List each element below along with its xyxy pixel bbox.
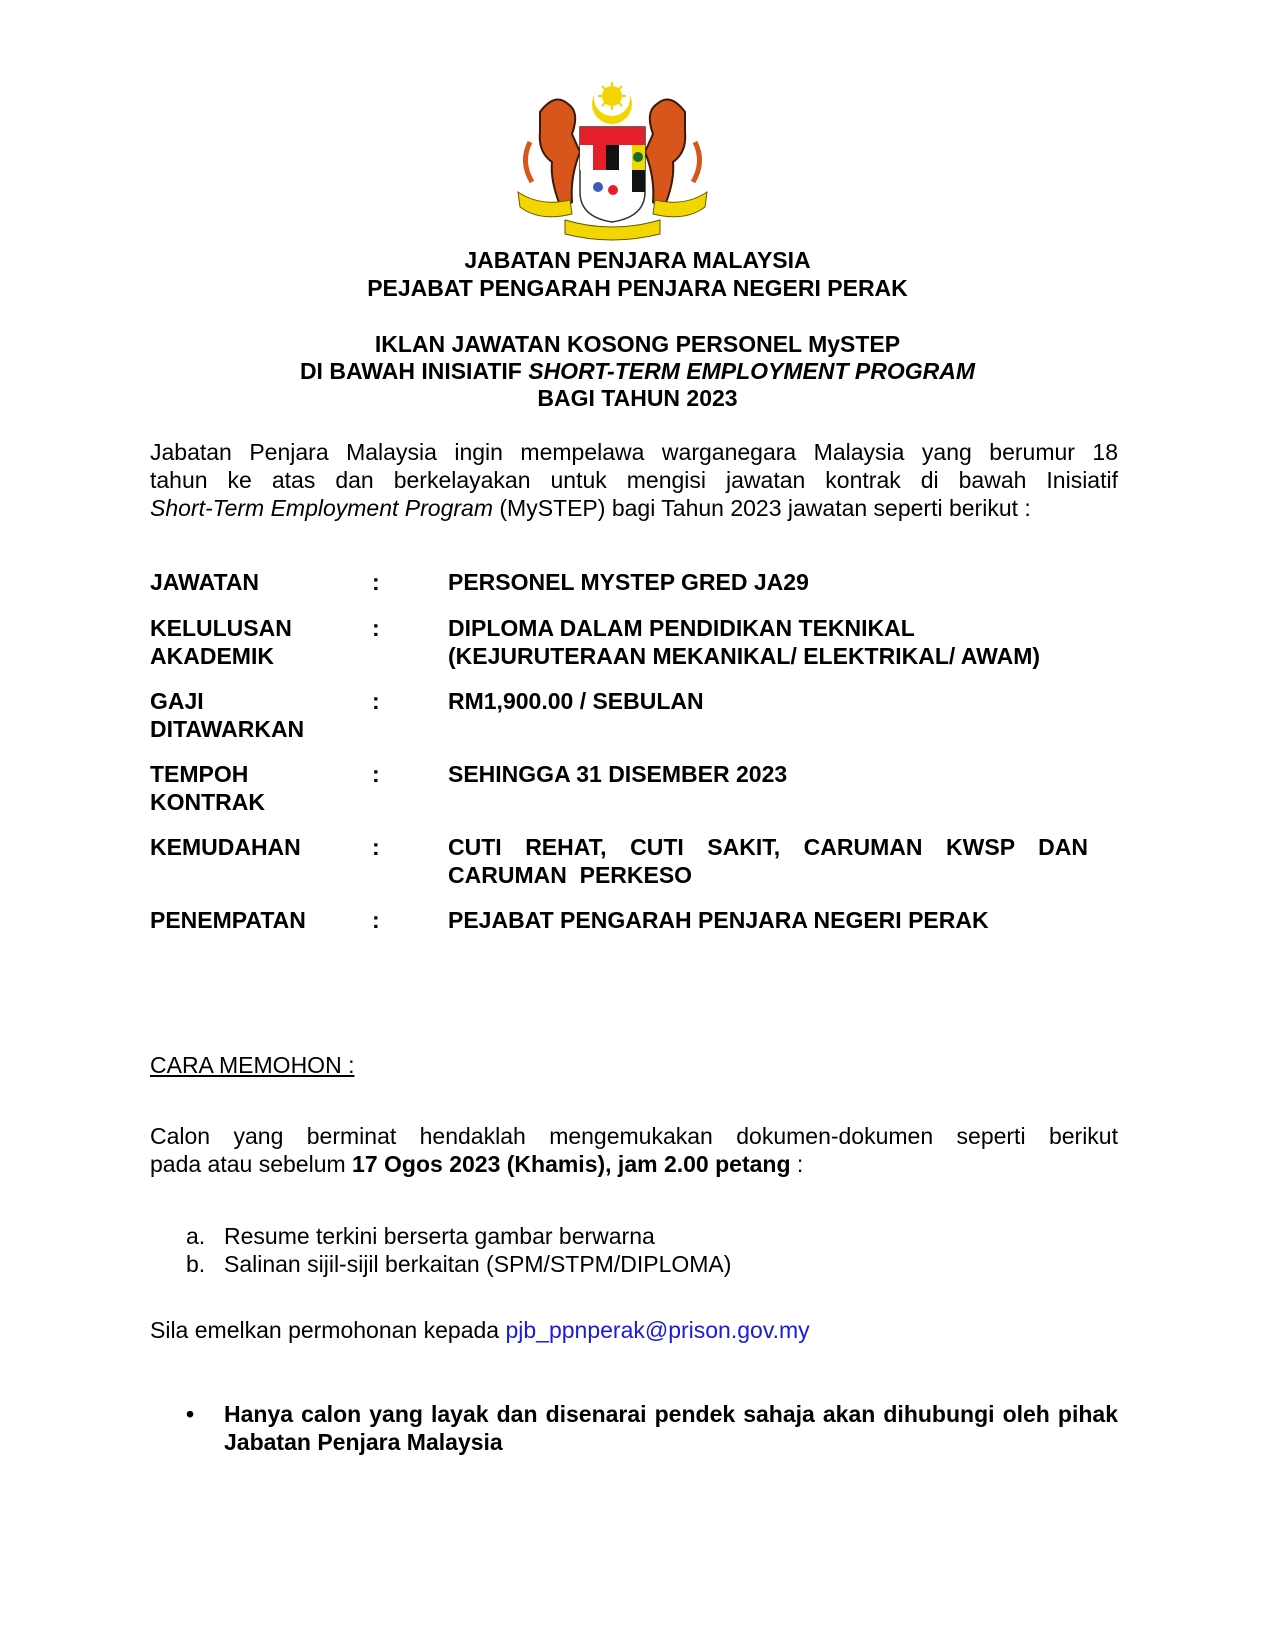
office-name: PEJABAT PENGARAH PENJARA NEGERI PERAK xyxy=(367,275,908,301)
detail-value-line-1: CUTI REHAT, CUTI SAKIT, CARUMAN KWSP DAN xyxy=(448,834,1088,860)
detail-label-line-2: AKADEMIK xyxy=(150,643,274,669)
deadline: 17 Ogos 2023 (Khamis), jam 2.00 petang xyxy=(352,1151,791,1177)
apply-line-2-prefix: pada atau sebelum xyxy=(150,1151,353,1177)
email-link[interactable]: pjb_ppnperak@prison.gov.my xyxy=(505,1317,810,1343)
intro-line-3-rest: (MySTEP) bagi Tahun 2023 jawatan seperti berikut : xyxy=(492,495,1031,521)
intro-line-3-italic: Short-Term Employment Program xyxy=(150,495,493,521)
detail-label-line-1: KELULUSAN xyxy=(150,615,292,641)
detail-colon: : xyxy=(372,907,380,933)
detail-colon: : xyxy=(372,615,380,641)
how-to-apply-heading: CARA MEMOHON : xyxy=(150,1052,355,1078)
detail-colon: : xyxy=(372,688,380,714)
document-text: Salinan sijil-sijil berkaitan (SPM/STPM/DIPLOMA) xyxy=(224,1251,732,1277)
detail-value: PEJABAT PENGARAH PENJARA NEGERI PERAK xyxy=(448,907,989,933)
apply-paragraph xyxy=(150,1122,1118,1178)
detail-value: PERSONEL MYSTEP GRED JA29 xyxy=(448,569,809,595)
detail-value: SEHINGGA 31 DISEMBER 2023 xyxy=(448,761,788,787)
document-item xyxy=(186,1250,731,1278)
intro-paragraph xyxy=(150,438,1118,522)
detail-label-line-1: TEMPOH xyxy=(150,761,249,787)
detail-colon: : xyxy=(372,834,380,860)
detail-label xyxy=(150,687,350,743)
detail-label-line-2: KONTRAK xyxy=(150,789,265,815)
title-line-2-italic: SHORT-TERM EMPLOYMENT PROGRAM xyxy=(528,358,976,384)
list-marker: a. xyxy=(186,1223,206,1249)
intro-line-2: tahun ke atas dan berkelayakan untuk mengisi jawatan kontrak di bawah Inisiatif xyxy=(150,467,1118,493)
detail-label-line-2: DITAWARKAN xyxy=(150,716,305,742)
coat-of-arms-icon xyxy=(510,82,715,242)
document-text: Resume terkini berserta gambar berwarna xyxy=(224,1223,655,1249)
apply-line-2-suffix: : xyxy=(790,1151,804,1177)
intro-line-1: Jabatan Penjara Malaysia ingin mempelawa warganegara Malaysia yang berumur 18 xyxy=(150,439,1118,465)
detail-colon: : xyxy=(372,761,380,787)
title-line-1: IKLAN JAWATAN KOSONG PERSONEL MySTEP xyxy=(374,331,901,357)
document-item xyxy=(186,1222,655,1250)
detail-value xyxy=(448,833,1088,889)
intro-line-3 xyxy=(150,494,1118,522)
list-marker: b. xyxy=(186,1251,206,1277)
apply-line-1: Calon yang berminat hendaklah mengemukakan dokumen-dokumen seperti berikut xyxy=(150,1123,1118,1149)
detail-colon: : xyxy=(372,569,380,595)
detail-label xyxy=(150,614,350,670)
bullet-icon: • xyxy=(186,1401,195,1427)
detail-label xyxy=(150,760,350,816)
title-line-2-prefix: DI BAWAH INISIATIF xyxy=(299,358,529,384)
detail-label-line-1: GAJI xyxy=(150,688,204,714)
detail-label: PENEMPATAN xyxy=(150,907,306,933)
detail-label: KEMUDAHAN xyxy=(150,834,301,860)
email-prefix: Sila emelkan permohonan kepada xyxy=(150,1317,506,1343)
email-line xyxy=(150,1316,1118,1344)
apply-line-2 xyxy=(150,1150,1118,1178)
title-line-2 xyxy=(0,357,1275,385)
note-text: Hanya calon yang layak dan disenarai pendek sahaja akan dihubungi oleh pihak Jabatan Penjara Malaysia xyxy=(224,1401,1118,1455)
detail-value-line-2: CARUMAN PERKESO xyxy=(448,862,693,888)
detail-value: RM1,900.00 / SEBULAN xyxy=(448,688,704,714)
department-name: JABATAN PENJARA MALAYSIA xyxy=(464,247,811,273)
detail-value xyxy=(448,614,1148,670)
title-line-3: BAGI TAHUN 2023 xyxy=(537,385,738,411)
detail-label: JAWATAN xyxy=(150,569,260,595)
detail-value-line-2: (KEJURUTERAAN MEKANIKAL/ ELEKTRIKAL/ AWAM) xyxy=(448,643,1041,669)
detail-value-line-1: DIPLOMA DALAM PENDIDIKAN TEKNIKAL xyxy=(448,615,915,641)
